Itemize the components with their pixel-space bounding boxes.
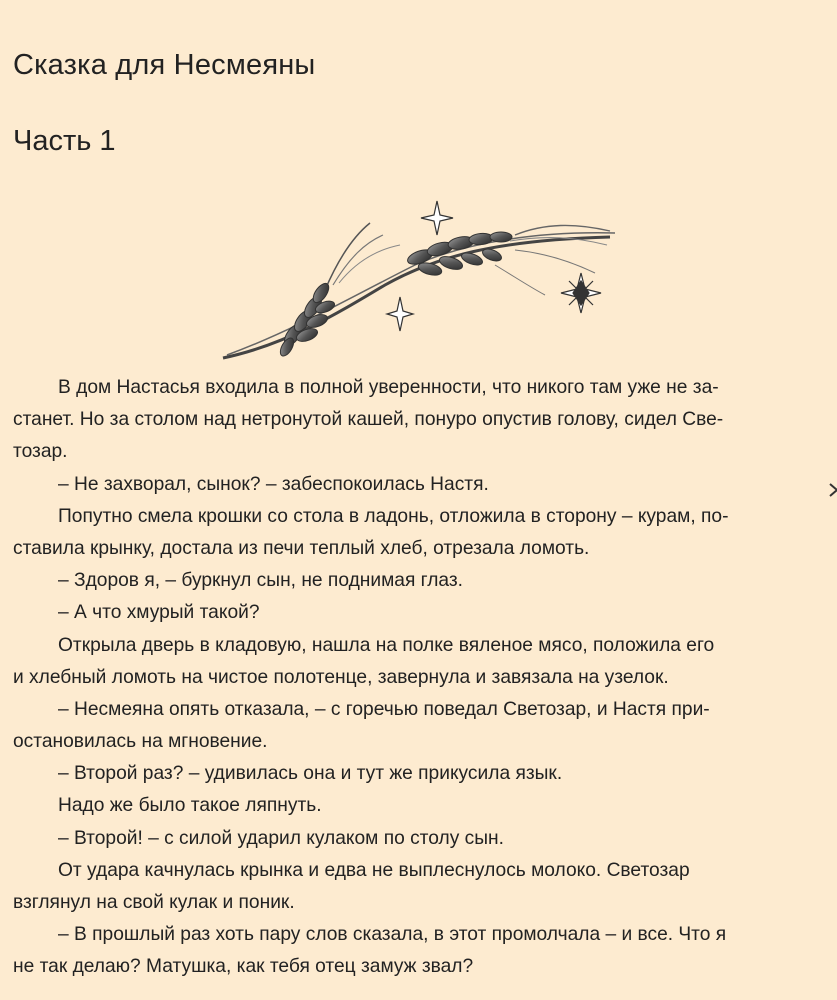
text-line: – В прошлый раз хоть пару слов сказала, в этот промолчала – и все. Что я bbox=[58, 924, 727, 946]
text-line: – Второй раз? – удивилась она и тут же прикусила язык. bbox=[58, 763, 563, 785]
text-line: – Второй! – с силой ударил кулаком по столу сын. bbox=[58, 827, 504, 849]
text-line: – Несмеяна опять отказала, – с горечью поведал Светозар, и Настя при- bbox=[58, 698, 710, 720]
text-line: Открыла дверь в кладовую, нашла на полке вяленое мясо, положила его bbox=[58, 634, 715, 656]
text-line: тозар. bbox=[13, 441, 68, 463]
text-line: Надо же было такое ляпнуть. bbox=[58, 795, 322, 817]
wheat-ears-ornament-icon bbox=[215, 195, 625, 365]
text-line: станет. Но за столом над нетронутой кашей, понуро опустив голову, сидел Све- bbox=[13, 409, 724, 431]
text-line: – А что хмурый такой? bbox=[58, 602, 260, 624]
text-line: – Здоров я, – буркнул сын, не поднимая глаз. bbox=[58, 570, 464, 592]
text-line: не так делаю? Матушка, как тебя отец замуж звал? bbox=[13, 956, 474, 978]
text-line: – Не захворал, сынок? – забеспокоилась Настя. bbox=[58, 473, 489, 495]
story-text bbox=[13, 372, 819, 984]
book-title: Сказка для Несмеяны bbox=[13, 49, 316, 81]
text-line: В дом Настасья входила в полной уверенности, что никого там уже не за- bbox=[58, 377, 719, 398]
text-line: ставила крынку, достала из печи теплый хлеб, отрезала ломоть. bbox=[13, 537, 590, 559]
chapter-title: Часть 1 bbox=[13, 125, 116, 157]
text-line: и хлебный ломоть на чистое полотенце, завернула и завязала на узелок. bbox=[13, 666, 669, 688]
text-line: взглянул на свой кулак и поник. bbox=[13, 892, 295, 913]
text-line: Попутно смела крошки со стола в ладонь, отложила в сторону – курам, по- bbox=[58, 505, 729, 527]
chevron-right-icon[interactable] bbox=[827, 476, 837, 504]
text-line: От удара качнулась крынка и едва не выплеснулось молоко. Светозар bbox=[58, 859, 690, 881]
text-line: остановилась на мгновение. bbox=[13, 731, 268, 753]
